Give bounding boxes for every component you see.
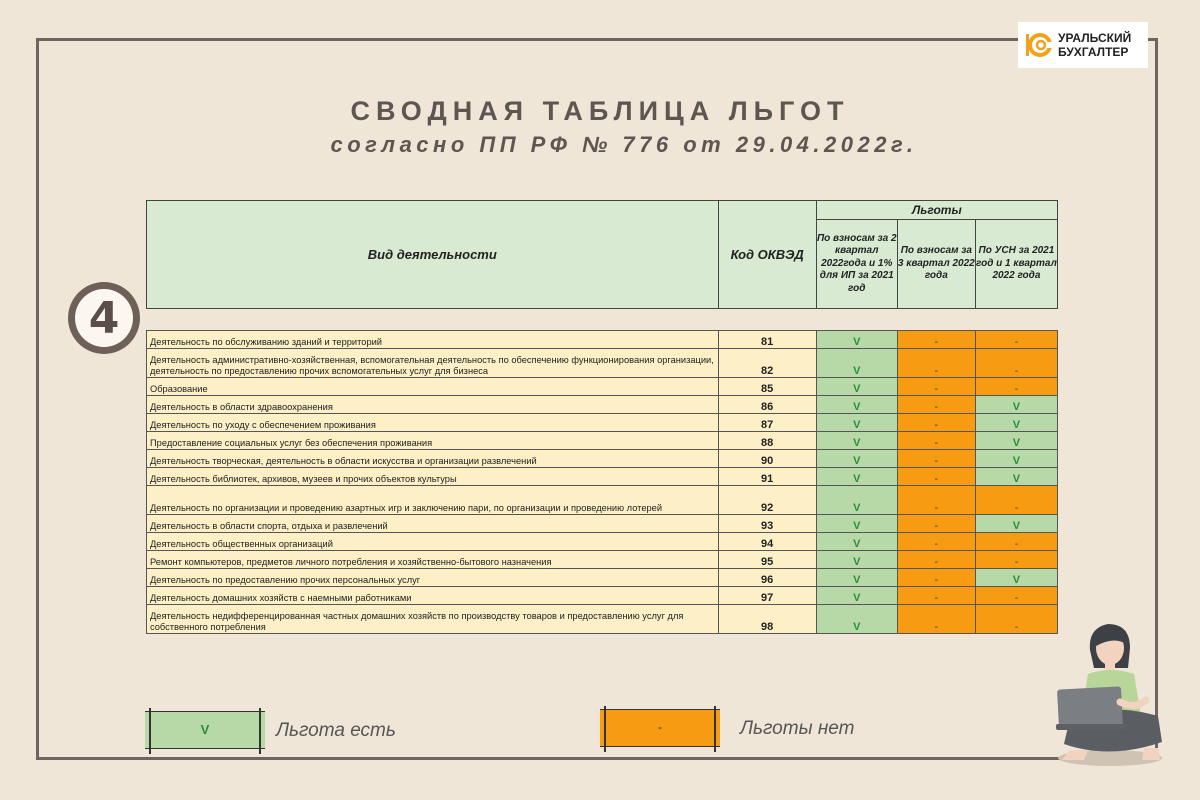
okved-code-cell: 86	[718, 396, 816, 414]
page-number-badge	[68, 282, 140, 354]
table-row	[147, 414, 1058, 432]
company-logo	[1018, 22, 1148, 68]
legend-no-swatch	[600, 709, 720, 747]
activity-name-cell: Ремонт компьютеров, предметов личного потребления и хозяйственно-бытового назначения	[147, 551, 719, 569]
benefit-usn-cell: V	[975, 432, 1057, 450]
header-activity: Вид деятельности	[147, 201, 719, 309]
logo-line-1: УРАЛЬСКИЙ	[1058, 31, 1132, 45]
activity-name-cell: Деятельность в области здравоохранения	[147, 396, 719, 414]
okved-code-cell: 87	[718, 414, 816, 432]
benefit-contrib-q3-cell: -	[897, 468, 975, 486]
okved-code-cell: 91	[718, 468, 816, 486]
benefit-usn-cell: V	[975, 396, 1057, 414]
benefit-usn-cell: -	[975, 486, 1057, 515]
activity-name-cell: Деятельность домашних хозяйств с наемными работниками	[147, 587, 719, 605]
header-usn-text: По УСН за 2021 год и 1 квартал 2022 года	[976, 245, 1057, 282]
activity-name-cell: Деятельность общественных организаций	[147, 533, 719, 551]
benefit-contrib-q3-cell: -	[897, 515, 975, 533]
table-row	[147, 396, 1058, 414]
logo-line-2: БУХГАЛТЕР	[1058, 45, 1129, 59]
okved-code-cell: 94	[718, 533, 816, 551]
benefit-contrib-q3-cell: -	[897, 331, 975, 349]
table-row	[147, 569, 1058, 587]
benefit-contrib-q3-cell: -	[897, 551, 975, 569]
benefit-contrib-q3-cell: -	[897, 432, 975, 450]
activity-name-cell: Образование	[147, 378, 719, 396]
benefit-contrib-q2-cell: V	[816, 450, 897, 468]
table-row	[147, 432, 1058, 450]
header-contrib-q2	[816, 220, 897, 309]
benefit-contrib-q3-cell: -	[897, 414, 975, 432]
benefit-contrib-q2-cell: V	[816, 331, 897, 349]
activity-name-cell: Деятельность по обслуживанию зданий и территорий	[147, 331, 719, 349]
benefit-usn-cell: -	[975, 378, 1057, 396]
okved-code-cell: 81	[718, 331, 816, 349]
table-row	[147, 551, 1058, 569]
okved-code-cell: 85	[718, 378, 816, 396]
okved-code-cell: 92	[718, 486, 816, 515]
benefit-contrib-q3-cell: -	[897, 349, 975, 378]
benefit-contrib-q2-cell: V	[816, 378, 897, 396]
benefit-usn-cell: V	[975, 468, 1057, 486]
header-code: Код ОКВЭД	[718, 201, 816, 309]
woman-with-laptop-illustration	[1050, 610, 1170, 770]
benefit-contrib-q2-cell: V	[816, 414, 897, 432]
benefit-usn-cell: -	[975, 349, 1057, 378]
benefit-contrib-q3-cell: -	[897, 450, 975, 468]
okved-code-cell: 97	[718, 587, 816, 605]
activity-name-cell: Деятельность творческая, деятельность в области искусства и организации развлечений	[147, 450, 719, 468]
table-row	[147, 587, 1058, 605]
benefit-usn-cell: -	[975, 551, 1057, 569]
benefit-contrib-q2-cell: V	[816, 605, 897, 634]
benefit-contrib-q3-cell: -	[897, 378, 975, 396]
activity-name-cell: Предоставление социальных услуг без обеспечения проживания	[147, 432, 719, 450]
okved-code-cell: 96	[718, 569, 816, 587]
benefit-contrib-q2-cell: V	[816, 349, 897, 378]
table-row	[147, 468, 1058, 486]
benefit-usn-cell: -	[975, 587, 1057, 605]
benefit-contrib-q3-cell: -	[897, 587, 975, 605]
legend-no-mark: -	[658, 720, 662, 734]
header-contrib-q3	[897, 220, 975, 309]
header-contrib-q2-text: По взносам за 2 квартал 2022года и 1% для ИП за 2021 год	[816, 232, 897, 294]
benefit-usn-cell: -	[975, 331, 1057, 349]
table-row	[147, 486, 1058, 515]
benefit-usn-cell: V	[975, 569, 1057, 587]
legend-yes-swatch	[145, 711, 265, 749]
benefit-contrib-q2-cell: V	[816, 569, 897, 587]
benefit-contrib-q2-cell: V	[816, 432, 897, 450]
activity-name-cell: Деятельность в области спорта, отдыха и развлечений	[147, 515, 719, 533]
benefit-contrib-q2-cell: V	[816, 533, 897, 551]
okved-code-cell: 98	[718, 605, 816, 634]
benefit-contrib-q2-cell: V	[816, 468, 897, 486]
table-row	[147, 331, 1058, 349]
table-row	[147, 349, 1058, 378]
benefit-usn-cell: V	[975, 414, 1057, 432]
page-subtitle: согласно ПП РФ № 776 от 29.04.2022г.	[330, 132, 918, 157]
okved-code-cell: 93	[718, 515, 816, 533]
legend-yes-label: Льгота есть	[276, 720, 396, 741]
header-contrib-q3-text: По взносам за 3 квартал 2022 года	[897, 245, 975, 282]
benefit-contrib-q3-cell: -	[897, 533, 975, 551]
okved-code-cell: 88	[718, 432, 816, 450]
benefit-contrib-q3-cell: -	[897, 486, 975, 515]
legend-no-label: Льготы нет	[740, 718, 855, 739]
table-row	[147, 450, 1058, 468]
page-title: СВОДНАЯ ТАБЛИЦА ЛЬГОТ	[350, 96, 850, 126]
benefit-usn-cell: V	[975, 515, 1057, 533]
benefit-contrib-q3-cell: -	[897, 605, 975, 634]
okved-code-cell: 90	[718, 450, 816, 468]
activity-name-cell: Деятельность административно-хозяйственная, вспомогательная деятельность по обеспечению функционирования организации, деятельность по предоставлению прочих вспомогательных услуг для бизнеса	[147, 349, 719, 378]
table-row	[147, 515, 1058, 533]
activity-name-cell: Деятельность библиотек, архивов, музеев и прочих объектов культуры	[147, 468, 719, 486]
benefit-contrib-q2-cell: V	[816, 515, 897, 533]
header-benefits: Льготы	[816, 201, 1057, 220]
logo-1c-icon	[1024, 28, 1052, 62]
legend-yes-mark: V	[200, 722, 210, 737]
benefit-contrib-q2-cell: V	[816, 551, 897, 569]
benefit-contrib-q2-cell: V	[816, 486, 897, 515]
table-row	[147, 533, 1058, 551]
okved-code-cell: 95	[718, 551, 816, 569]
benefit-contrib-q2-cell: V	[816, 396, 897, 414]
page-number: 4	[75, 289, 133, 347]
benefit-usn-cell: -	[975, 605, 1057, 634]
benefit-contrib-q3-cell: -	[897, 569, 975, 587]
benefit-usn-cell: -	[975, 533, 1057, 551]
header-usn	[975, 220, 1057, 309]
okved-code-cell: 82	[718, 349, 816, 378]
table-row	[147, 605, 1058, 634]
activity-name-cell: Деятельность по уходу с обеспечением проживания	[147, 414, 719, 432]
benefit-contrib-q3-cell: -	[897, 396, 975, 414]
benefits-table	[146, 200, 1058, 634]
benefit-contrib-q2-cell: V	[816, 587, 897, 605]
table-row	[147, 378, 1058, 396]
benefit-usn-cell: V	[975, 450, 1057, 468]
activity-name-cell: Деятельность по предоставлению прочих персональных услуг	[147, 569, 719, 587]
activity-name-cell: Деятельность по организации и проведению азартных игр и заключению пари, по организации и проведению лотерей	[147, 486, 719, 515]
activity-name-cell: Деятельность недифференцированная частных домашних хозяйств по производству товаров и предоставлению услуг для собственного потребления	[147, 605, 719, 634]
